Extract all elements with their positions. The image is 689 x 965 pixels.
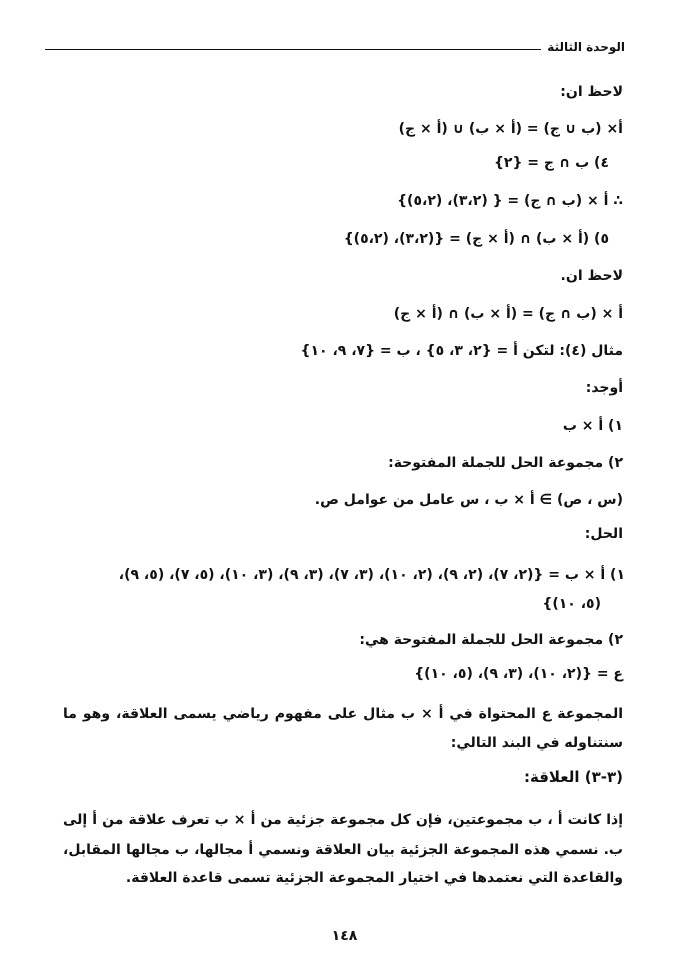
formula-line: أ × (ب ∩ ج) = (أ × ب) ∩ (أ × ج)	[393, 306, 623, 322]
paragraph-line: والقاعدة التي نعتمدها في اختيار المجموعة الجزئية تسمى قاعدة العلاقة.	[125, 870, 623, 886]
solution-line: ١) أ × ب = {(٢، ٧)، (٢، ٩)، (٢، ١٠)، (٣، ٧)، (٣، ٩)، (٣، ١٠)، (٥، ٧)، (٥، ٩)،	[118, 567, 625, 583]
task-item: (س ، ص) ∋ أ × ب ، س عامل من عوامل ص.	[314, 492, 623, 508]
paragraph-line: المجموعة ع المحتواة في أ × ب مثال على مفهوم رياضي يسمى العلاقة، وهو ما	[63, 706, 623, 722]
task-item: ٢) مجموعة الحل للجملة المفتوحة:	[388, 455, 623, 471]
formula-line: أ× (ب ∪ ج) = (أ × ب) ∪ (أ × ج)	[398, 121, 623, 137]
find-heading: أوجد:	[585, 380, 623, 396]
task-item: ١) أ × ب	[562, 418, 623, 434]
header-title: الوحدة الثالثة	[547, 40, 625, 54]
formula-line: ٤) ب ∩ ج = {٢}	[493, 155, 609, 171]
section-heading: (٣-٣) العلاقة:	[523, 768, 623, 786]
page-number: ١٤٨	[331, 928, 358, 944]
solution-line: (٥، ١٠)}	[542, 596, 601, 612]
header-rule	[45, 49, 541, 50]
solution-line: ٢) مجموعة الحل للجملة المفتوحة هي:	[359, 632, 623, 648]
solution-line: ع = {(٢، ١٠)، (٣، ٩)، (٥، ١٠)}	[414, 666, 623, 682]
example-heading: مثال (٤): لتكن أ = {٢، ٣، ٥} ، ب = {٧، ٩، ١٠}	[300, 343, 623, 359]
paragraph-line: ب. نسمي هذه المجموعة الجزئية بيان العلاقة ونسمي أ مجالها، ب مجالها المقابل،	[63, 842, 623, 858]
note-heading: لاحظ ان.	[560, 268, 623, 284]
note-heading: لاحظ ان:	[560, 84, 623, 100]
formula-line: ٥) (أ × ب) ∩ (أ × ج) = {(٣،٢)، (٥،٢)}	[343, 231, 609, 247]
solution-heading: الحل:	[584, 526, 623, 542]
running-header	[45, 38, 625, 56]
paragraph-line: سنتناوله في البند التالي:	[450, 735, 623, 751]
paragraph-line: إذا كانت أ ، ب مجموعتين، فإن كل مجموعة جزئية من أ × ب تعرف علاقة من أ إلى	[63, 812, 623, 828]
formula-line: ∴ أ × (ب ∩ ج) = { (٣،٢)، (٥،٢)}	[397, 193, 623, 209]
